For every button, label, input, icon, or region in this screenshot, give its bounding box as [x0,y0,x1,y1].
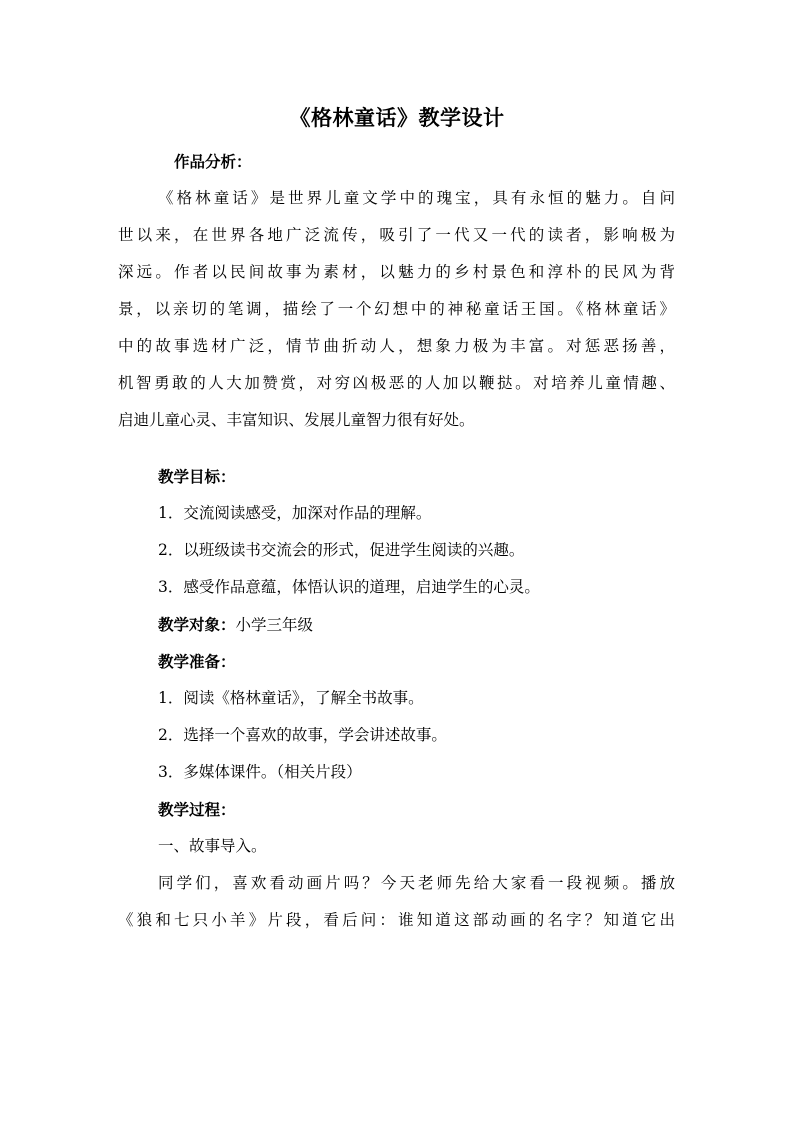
process-line: 同学们，喜欢看动画片吗？今天老师先给大家看一段视频。播放 [158,874,675,892]
goal-item: 2．以班级读书交流会的形式，促进学生阅读的兴趣。 [158,541,525,559]
analysis-heading: 作品分析： [174,152,252,171]
goals-heading: 教学目标： [158,467,236,486]
document-title: 《格林童话》教学设计 [289,105,505,130]
analysis-line: 世以来，在世界各地广泛流传，吸引了一代又一代的读者，影响极为 [118,226,675,244]
prep-item: 1．阅读《格林童话》，了解全书故事。 [158,689,424,707]
audience-value: 小学三年级 [235,616,314,634]
prep-item: 2．选择一个喜欢的故事，学会讲述故事。 [158,726,447,744]
analysis-line: 《格林童话》是世界儿童文学中的瑰宝，具有永恒的魅力。自问 [158,189,675,207]
goal-item: 3．感受作品意蕴，体悟认识的道理，启迪学生的心灵。 [158,578,540,596]
process-step: 一、故事导入。 [158,837,267,855]
audience-label: 教学对象： [158,615,236,634]
prep-item: 3．多媒体课件。（相关片段） [158,763,362,781]
paragraph-spacer [118,439,675,458]
process-line: 《狼和七只小羊》片段，看后问：谁知道这部动画的名字？知道它出 [118,911,675,929]
goal-item: 1．交流阅读感受，加深对作品的理解。 [158,504,432,522]
process-heading: 教学过程： [158,800,236,819]
audience-line [118,606,675,643]
document-body [118,143,675,939]
analysis-line: 启迪儿童心灵、丰富知识、发展儿童智力很有好处。 [118,411,475,429]
analysis-line: 机智勇敢的人大加赞赏，对穷凶极恶的人加以鞭挞。对培养儿童情趣、 [118,374,675,392]
prep-heading: 教学准备： [158,652,236,671]
analysis-line: 中的故事选材广泛，情节曲折动人，想象力极为丰富。对惩恶扬善， [118,337,675,355]
analysis-line: 深远。作者以民间故事为素材，以魅力的乡村景色和淳朴的民风为背 [118,263,675,281]
analysis-line: 景，以亲切的笔调，描绘了一个幻想中的神秘童话王国。《格林童话》 [118,300,675,318]
